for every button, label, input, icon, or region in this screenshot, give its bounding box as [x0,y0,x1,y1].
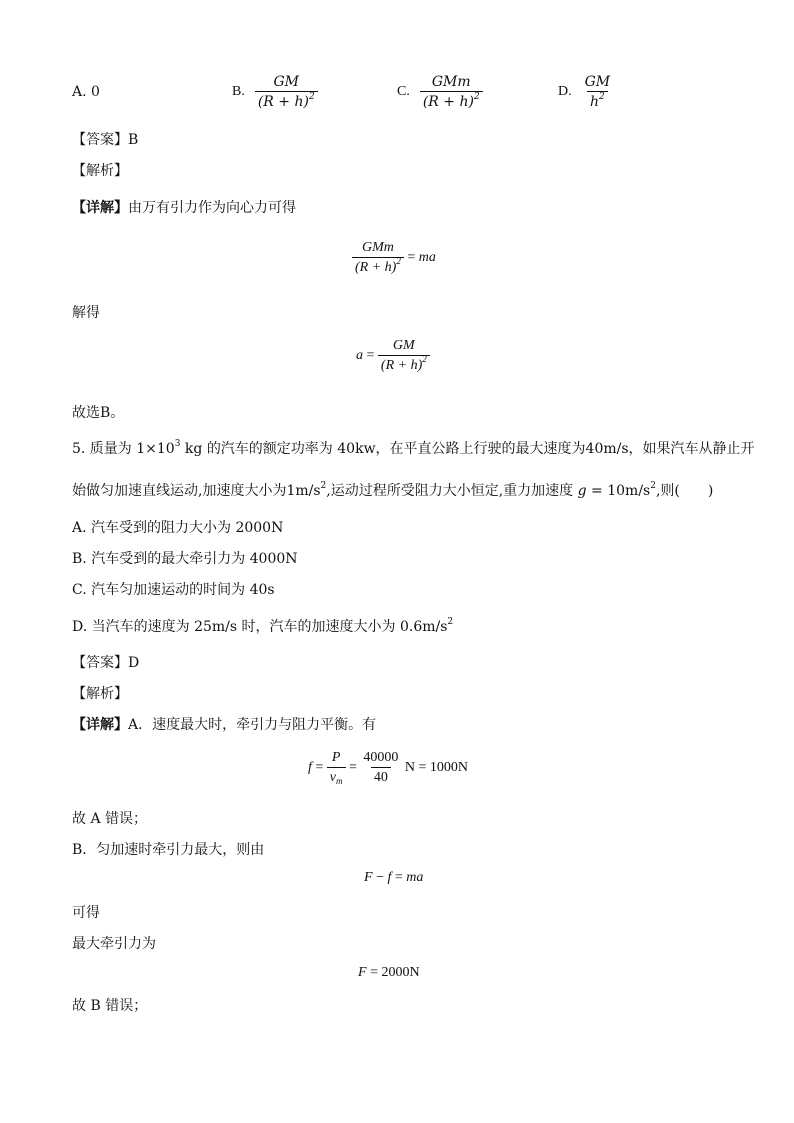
question-5-line-2: 始做匀加速直线运动,加速度大小为$1m/s^2$,运动过程所受阻力大小恒定,重力加速度 $g = 10m/s^2$,则( ) [72,481,714,499]
option-d: D. $\frac{GM}{h^2}$ [558,74,613,110]
answer-2: 【答案】D [72,655,140,671]
formula-gm-over-rh2: $\frac{GM}{(R + h)^2}$ [255,74,318,110]
wrong-a: 故 A 错误； [72,811,148,827]
equation-gravity-centripetal: $\frac{\text{GMm}}{(R + h)^2}$ = ma [352,240,436,276]
question-5-option-a: A. 汽车受到的阻力大小为 2000N [72,520,284,536]
wrong-b: 故 B 错误； [72,998,148,1014]
equation-max-traction: F = 2000N [358,965,420,980]
option-a: A. 0 [72,84,100,100]
b-line: B．匀加速时牵引力最大，则由 [72,842,265,858]
acceleration-value: $1m/s^2$ [286,481,327,499]
ke-de: 可得 [72,905,100,921]
mass-value: $1\times 10^3$ kg [136,439,203,457]
option-b: B. $\frac{GM}{(R + h)^2}$ [232,74,318,110]
detail-1: 【详解】由万有引力作为向心力可得 [72,200,296,216]
option-c: C. $\frac{\text{GMm}}{(R + h)^2}$ [397,74,483,110]
question-5-option-d: D. 当汽车的速度为 25m/s 时，汽车的加速度大小为 $0.6m/s^2$ [72,617,454,635]
max-traction-label: 最大牵引力为 [72,936,156,952]
answer-1: 【答案】B [72,132,139,148]
question-5-line-1: 5. 质量为 $1\times 10^3$ kg 的汽车的额定功率为 40kw，在平直公路上行驶的最大速度为40m/s，如果汽车从静止开 [72,439,755,457]
solve-1: 解得 [72,305,100,321]
formula-gmm-over-rh2: $\frac{\text{GMm}}{(R + h)^2}$ [420,74,483,110]
analysis-1: 【解析】 [72,163,128,179]
question-5-option-b: B. 汽车受到的最大牵引力为 4000N [72,551,298,567]
detail-2: 【详解】A．速度最大时，牵引力与阻力平衡。有 [72,717,377,733]
conclusion-1: 故选B。 [72,405,125,421]
equation-newton-second: F − f = ma [364,870,424,885]
question-5-option-c: C. 汽车匀加速运动的时间为 40s [72,582,275,598]
analysis-2: 【解析】 [72,686,128,702]
formula-gm-over-h2: $\frac{GM}{h^2}$ [584,74,611,110]
equation-resistance: f = $\frac{P}{v_m}$ = $\frac{40000}{40}$ N = 1000N [308,750,469,786]
equation-acceleration: a = $\frac{GM}{(R + h)^2}$ [356,338,430,374]
